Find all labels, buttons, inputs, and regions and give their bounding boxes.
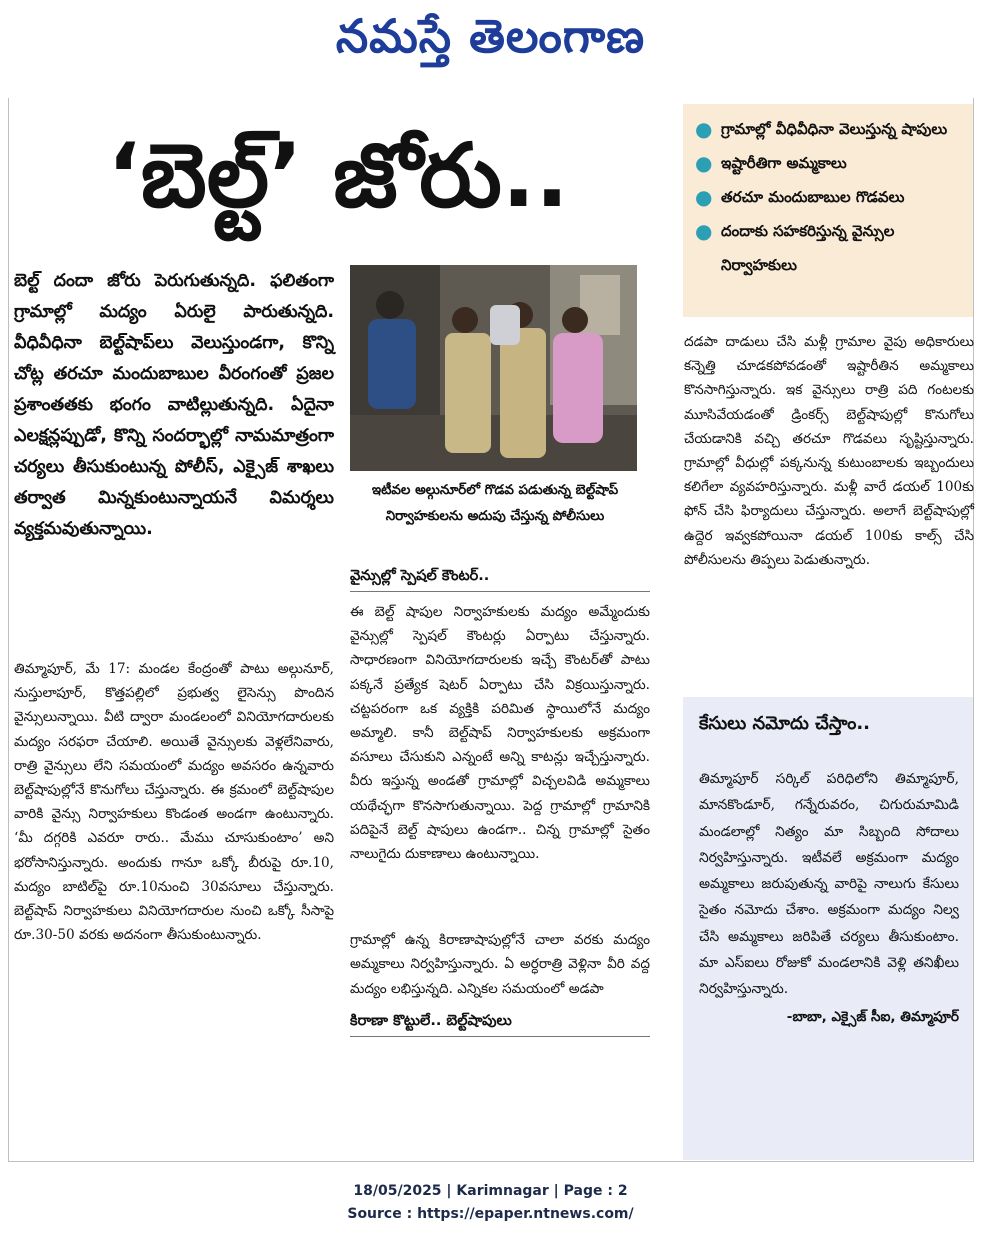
quote-title: కేసులు నమోదు చేస్తాం.. bbox=[699, 713, 871, 734]
quote-body: తిమ్మాపూర్ సర్కిల్ పరిధిలోని తిమ్మాపూర్, మానకొండూర్, గన్నేరువరం, చిగురుమామిడి మండలాల్లో నిత్యం మా సిబ్బంది సోదాలు నిర్వహిస్తున్నారు. ఇటీవలే అక్రమంగా మద్యం అమ్మకాలు జరుపుతున్న వారిపై నాలుగు కేసులు సైతం నమోదు చేశాం. అక్రమంగా మద్యం నిల్వ చేసి అమ్మకాలు జరిపితే చర్యలు తీసుకుంటాం. మా ఎస్‌ఐలు రోజుకో మండలానికి వెళ్లి తనిఖీలు నిర్వహిస్తున్నారు. bbox=[699, 771, 959, 998]
article-lead: బెల్ట్ దందా జోరు పెరుగుతున్నది. ఫలితంగా గ్రామాల్లో మద్యం ఏరులై పారుతున్నది. వీధివీధినా బెల్ట్‌షాప్‌లు వెలుస్తుండగా, కొన్ని చోట్ల తరచూ మందుబాబుల వీరంగంతో ప్రజల ప్రశాంతతకు భంగం వాటిల్లుతున్నది. ఏదైనా ఎలక్షన్లప్పుడో, కొన్ని సందర్భాల్లో నామమాత్రంగా చర్యలు తీసుకుంటున్న పోలీస్, ఎక్సైజ్ శాఖలు తర్వాత మిన్నకుంటున్నాయనే విమర్శలు వ్యక్తమవుతున్నాయి. bbox=[14, 271, 334, 539]
article-column-2 bbox=[350, 600, 650, 1001]
article-column-3: దడపా దాడులు చేసి మళ్లీ గ్రామాల వైపు అధికారులు కన్నెత్తి చూడకపోవడంతో ఇష్టారీతిన అమ్మకాలు కొనసాగిస్తున్నారు. ఇక వైన్సులు రాత్రి పది గంటలకు మూసివేయడంతో డ్రింకర్స్ బెల్ట్‌షాపుల్లో కొనుగోలు చేయడానికి వచ్చి తరచూ గొడవలు సృష్టిస్తున్నారు. గ్రామాల్లో వీధుల్లో పక్కనున్న కుటుంబాలకు ఇబ్బందులు కలిగేలా వ్యవహరిస్తున్నారు. మళ్లీ వారే డయల్ 100కు ఫోన్ చేసి ఫిర్యాదులు చేస్తున్నారు. అలాగే బెల్ట్‌షాపుల్లో ఉద్దెర ఇవ్వకపోయినా డయల్ 100కు కాల్స్ చేసి పోలీసులను తిప్పలు పెడుతున్నారు. bbox=[684, 334, 974, 568]
highlights-box bbox=[683, 104, 973, 317]
bullet-icon: ● bbox=[695, 151, 713, 175]
bullet-icon: ● bbox=[695, 185, 713, 209]
source-link[interactable]: Source : https://epaper.ntnews.com/ bbox=[347, 1206, 634, 1222]
article-headline: ‘బెల్ట్’ జోరు.. bbox=[107, 124, 569, 227]
highlight-text: ఇష్టారీతిగా అమ్మకాలు bbox=[721, 154, 847, 172]
subheading-special-counter: వైన్సుల్లో స్పెషల్ కౌంటర్.. bbox=[350, 568, 650, 592]
quote-signature: -బాబా, ఎక్సైజ్ సీఐ, తిమ్మాపూర్ bbox=[786, 1008, 959, 1025]
photo-caption: ఇటీవల అల్గునూర్‌లో గొడవ పడుతున్న బెల్ట్‌షాప్ నిర్వాహకులను అదుపు చేస్తున్న పోలీసులు bbox=[371, 483, 619, 524]
subheading-kirana: కిరాణా కొట్టులే.. బెల్ట్‌షాపులు bbox=[350, 1013, 650, 1037]
highlight-item bbox=[695, 180, 965, 214]
police-scene-image bbox=[350, 265, 637, 471]
bullet-icon: ● bbox=[695, 219, 713, 243]
news-photo bbox=[350, 265, 637, 471]
highlight-item bbox=[695, 112, 965, 146]
highlight-item bbox=[695, 214, 965, 282]
edition-info: 18/05/2025 | Karimnagar | Page : 2 bbox=[353, 1183, 628, 1199]
highlight-text: గ్రామాల్లో వీధివీధినా వెలుస్తున్న షాపులు bbox=[721, 120, 948, 138]
highlight-item bbox=[695, 146, 965, 180]
column-2-part-1: ఈ బెల్ట్ షాపుల నిర్వాహకులకు మద్యం అమ్మేందుకు వైన్సుల్లో స్పెషల్ కౌంటర్లు ఏర్పాటు చేస్తున్నారు. సాధారణంగా వినియోగదారులకు ఇచ్చే కౌంటర్‌తో పాటు పక్కనే ప్రత్యేక షెటర్ ఏర్పాటు చేసి విక్రయిస్తున్నారు. చట్టపరంగా ఒక వ్యక్తికి పరిమిత స్థాయిలోనే మద్యం అమ్మాలి. కానీ బెల్ట్‌షాప్ నిర్వాహకులకు అక్రమంగా వసూలు చేసుకుని ఎన్నంటే అన్ని కాటన్లు ఇచ్చేస్తున్నారు. వీరు ఇస్తున్న అండతో గ్రామాల్లో విచ్చలవిడి అమ్మకాలు యథేచ్ఛగా కొనసాగుతున్నాయి. పెద్ద గ్రామాల్లో గ్రామానికి పదిపైనే బెల్ట్ షాపులు ఉండగా.. చిన్న గ్రామాల్లో సైతం నాలుగైదు దుకాణాలు ఉంటున్నాయి. bbox=[350, 604, 650, 863]
highlight-text: తరచూ మందుబాబుల గొడవలు bbox=[721, 188, 905, 206]
bullet-icon: ● bbox=[695, 117, 713, 141]
subheading-spacer bbox=[350, 866, 650, 928]
masthead bbox=[0, 6, 981, 78]
officer-quote-box bbox=[683, 697, 973, 1160]
article-column-1: తిమ్మాపూర్, మే 17: మండల కేంద్రంతో పాటు అల్గునూర్, నుస్తులాపూర్, కొత్తపల్లిలో ప్రభుత్వ లైసెన్సు పొందిన వైన్సులున్నాయి. వీటి ద్వారా మండలంలో వినియోగదారులకు మద్యం సరఫరా చేయాలి. అయితే వైన్సులకు వెళ్లలేనివారు, రాత్రి వైన్సులు లేని సమయంలో మద్యం అవసరం ఉన్నవారు బెల్ట్‌షాపుల్లోనే కొనుగోలు చేస్తున్నారు. ఈ క్రమంలో బెల్ట్‌షాపుల వారికి వైన్సు నిర్వాహకులు కొండంత అండగా ఉంటున్నారు. ‘మీ దగ్గరికి ఎవరూ రారు.. మేము చూసుకుంటాం’ అని భరోసానిస్తున్నారు. అందుకు గానూ ఒక్కో బీరుపై రూ.10, మద్యం బాటిల్‌పై రూ.10నుంచి 30వసూలు చేస్తున్నారు. బెల్ట్‌షాప్ నిర్వాహకులు వినియోగదారుల నుంచి ఒక్కో సీసాపై రూ.30-50 వరకు అదనంగా తీసుకుంటున్నారు. bbox=[14, 661, 334, 944]
newspaper-logo: నమస్తే తెలంగాణ bbox=[335, 9, 646, 63]
highlight-text: దందాకు సహకరిస్తున్న వైన్సుల నిర్వాహకులు bbox=[721, 222, 895, 274]
column-2-part-2: గ్రామాల్లో ఉన్న కిరాణాషాపుల్లోనే చాలా వరకు మద్యం అమ్మకాలు నిర్వహిస్తున్నారు. ఏ అర్ధరాత్రి వెళ్లినా వీరి వద్ద మద్యం లభిస్తున్నది. ఎన్నికల సమయంలో అడపా bbox=[350, 932, 650, 997]
